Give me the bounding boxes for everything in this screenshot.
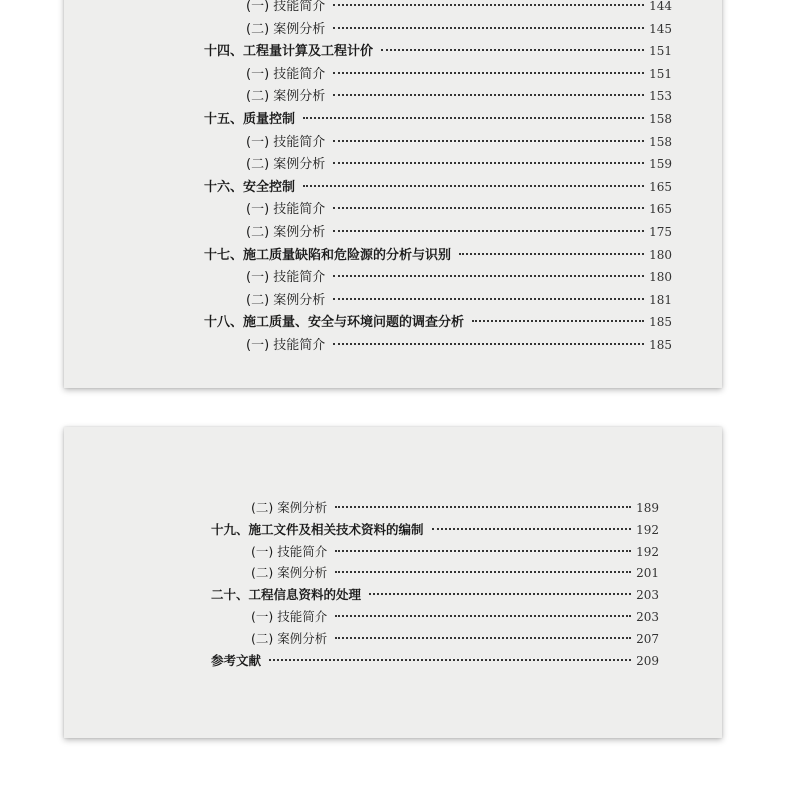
- toc-chapter-entry: [204, 40, 672, 63]
- toc-page-number: 165: [649, 179, 672, 194]
- toc-entry-title: 参考文献: [211, 652, 262, 668]
- toc-dot-leader: [333, 72, 644, 74]
- toc-section-entry: [204, 289, 672, 312]
- toc-entry-title: (一) 技能简介: [246, 202, 326, 218]
- toc-section-entry: [204, 334, 672, 357]
- toc-page-number: 185: [649, 337, 672, 352]
- toc-page-number: 189: [636, 501, 659, 515]
- toc-dot-leader: [269, 659, 631, 661]
- toc-page-number: 151: [649, 66, 672, 81]
- toc-entry-title: (二) 案例分析: [251, 500, 328, 515]
- toc-entry-title: (二) 案例分析: [246, 157, 326, 173]
- toc-page-number: 203: [636, 588, 659, 603]
- toc-entry-title: 二十、工程信息资料的处理: [211, 587, 362, 603]
- toc-list: [211, 498, 659, 672]
- toc-entry-title: (一) 技能简介: [246, 0, 326, 14]
- toc-dot-leader: [369, 593, 631, 595]
- toc-entry-title: 十五、质量控制: [204, 111, 296, 127]
- toc-entry-title: (一) 技能简介: [251, 608, 328, 624]
- toc-section-entry: [204, 221, 672, 244]
- toc-dot-leader: [333, 27, 644, 29]
- toc-section-entry: [204, 18, 672, 41]
- toc-page-number: 201: [636, 566, 659, 581]
- toc-page-number: 203: [636, 609, 659, 624]
- toc-entry-title: (一) 技能简介: [251, 543, 328, 559]
- toc-entry-title: (二) 案例分析: [246, 89, 326, 105]
- toc-section-entry: [211, 629, 659, 651]
- toc-dot-leader: [333, 298, 644, 300]
- toc-dot-leader: [335, 571, 631, 573]
- toc-dot-leader: [459, 253, 644, 255]
- toc-entry-title: 十七、施工质量缺陷和危险源的分析与识别: [204, 247, 452, 263]
- toc-section-entry: [204, 0, 672, 18]
- toc-page-number: 180: [649, 247, 672, 262]
- toc-dot-leader: [335, 550, 631, 552]
- toc-section-entry: [211, 498, 659, 520]
- toc-page-number: 165: [649, 202, 672, 217]
- toc-page-number: 192: [636, 522, 659, 537]
- toc-chapter-entry: [204, 244, 672, 267]
- toc-section-entry: [211, 607, 659, 629]
- toc-dot-leader: [472, 320, 644, 322]
- toc-page-number: 151: [649, 44, 672, 59]
- toc-dot-leader: [333, 343, 644, 345]
- toc-section-entry: [211, 542, 659, 564]
- toc-entry-title: 十六、安全控制: [204, 179, 296, 195]
- toc-page-number: 185: [649, 315, 672, 330]
- toc-entry-title: 十九、施工文件及相关技术资料的编制: [211, 521, 424, 537]
- toc-entry-title: (一) 技能简介: [246, 337, 326, 353]
- toc-section-entry: [204, 198, 672, 221]
- toc-page-number: 192: [636, 544, 659, 559]
- toc-chapter-entry: [211, 585, 659, 607]
- toc-dot-leader: [333, 94, 644, 96]
- toc-chapter-entry: [211, 651, 659, 673]
- toc-dot-leader: [333, 162, 644, 164]
- toc-section-entry: [211, 563, 659, 585]
- toc-page-number: 207: [636, 631, 659, 646]
- toc-page-number: 158: [649, 134, 672, 149]
- toc-page-number: 180: [649, 270, 672, 285]
- toc-dot-leader: [303, 185, 644, 187]
- toc-dot-leader: [333, 140, 644, 142]
- toc-page-number: 209: [636, 653, 659, 668]
- toc-page-upper: [64, 0, 722, 388]
- toc-chapter-entry: [204, 311, 672, 334]
- toc-chapter-entry: [204, 108, 672, 131]
- toc-section-entry: [204, 131, 672, 154]
- toc-section-entry: [204, 85, 672, 108]
- toc-entry-title: 十四、工程量计算及工程计价: [204, 44, 374, 60]
- toc-section-entry: [204, 266, 672, 289]
- toc-dot-leader: [381, 49, 644, 51]
- toc-page-number: 158: [649, 111, 672, 126]
- toc-entry-title: (二) 案例分析: [251, 565, 328, 581]
- toc-page-number: 153: [649, 89, 672, 104]
- toc-entry-title: (二) 案例分析: [246, 21, 326, 37]
- toc-dot-leader: [333, 230, 644, 232]
- toc-dot-leader: [333, 275, 644, 277]
- toc-section-entry: [204, 63, 672, 86]
- toc-dot-leader: [335, 506, 631, 508]
- toc-page-lower: [64, 427, 722, 738]
- toc-entry-title: (二) 案例分析: [246, 224, 326, 240]
- toc-entry-title: (二) 案例分析: [251, 630, 328, 646]
- toc-dot-leader: [335, 637, 631, 639]
- toc-page-number: 145: [649, 21, 672, 36]
- toc-section-entry: [204, 153, 672, 176]
- toc-entry-title: (一) 技能简介: [246, 270, 326, 286]
- toc-dot-leader: [335, 615, 631, 617]
- toc-page-number: 159: [649, 157, 672, 172]
- toc-dot-leader: [303, 117, 644, 119]
- toc-dot-leader: [333, 207, 644, 209]
- toc-chapter-entry: [211, 520, 659, 542]
- toc-dot-leader: [432, 528, 631, 530]
- toc-list: [204, 0, 672, 357]
- toc-chapter-entry: [204, 176, 672, 199]
- toc-entry-title: (一) 技能简介: [246, 66, 326, 82]
- toc-entry-title: (一) 技能简介: [246, 134, 326, 150]
- toc-entry-title: (二) 案例分析: [246, 292, 326, 308]
- toc-dot-leader: [333, 4, 644, 6]
- toc-page-number: 175: [649, 224, 672, 239]
- toc-entry-title: 十八、施工质量、安全与环境问题的调查分析: [204, 315, 465, 331]
- toc-page-number: 181: [649, 292, 672, 307]
- toc-page-number: 144: [649, 0, 672, 13]
